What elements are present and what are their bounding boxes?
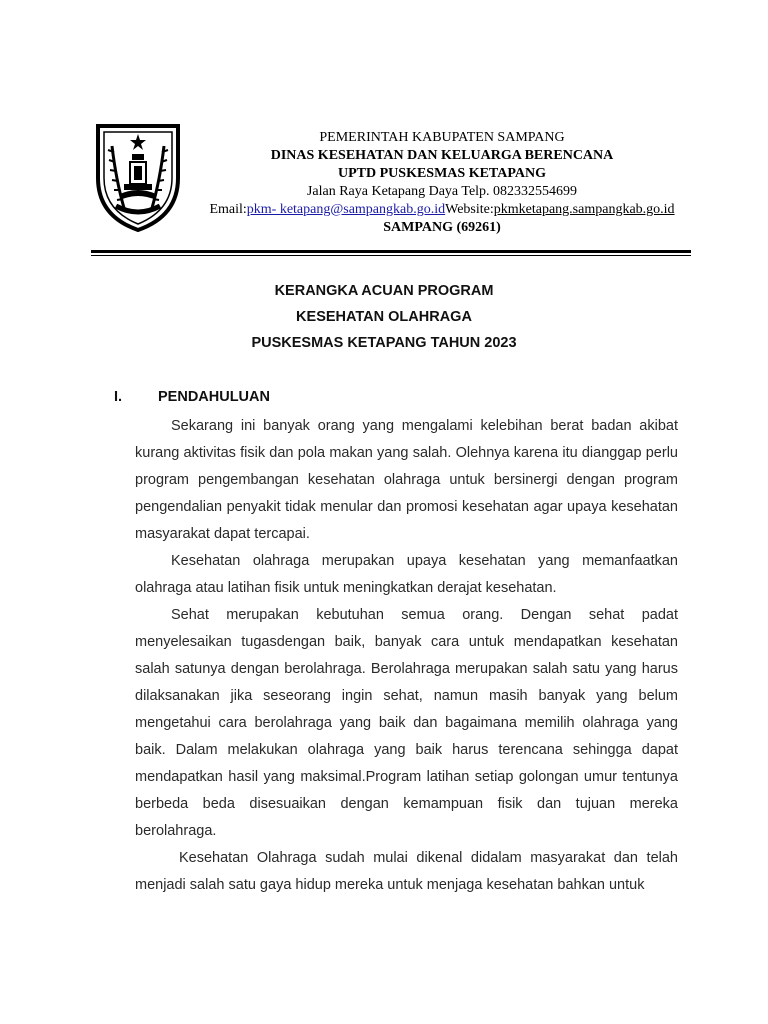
letterhead-divider-thin: [91, 255, 691, 256]
letterhead: [182, 129, 702, 237]
paragraph: Kesehatan Olahraga sudah mulai dikenal didalam masyarakat dan telah menjadi salah satu gaya hidup mereka untuk menjaga kesehatan bahkan untuk: [135, 850, 678, 893]
address-line: Jalan Raya Ketapang Daya Telp. 082332554699: [306, 184, 578, 199]
document-title-line-2: KESEHATAN OLAHRAGA: [296, 309, 472, 325]
government-name: PEMERINTAH KABUPATEN SAMPANG: [319, 130, 565, 145]
section-number: I.: [114, 389, 123, 405]
paragraph: Kesehatan olahraga merupakan upaya kesehatan yang memanfaatkan olahraga atau latihan fisik untuk meningkatkan derajat kesehatan.: [135, 553, 678, 596]
section-body: [135, 413, 678, 899]
website-label: Website:: [445, 202, 494, 217]
letterhead-divider-thick: [91, 250, 691, 253]
email-label: Email:: [209, 202, 247, 217]
section-heading: PENDAHULUAN: [158, 389, 270, 405]
sampang-regency-emblem: [94, 120, 182, 232]
paragraph: Sehat merupakan kebutuhan semua orang. Dengan sehat padat menyelesaikan tugasdengan baik, banyak cara untuk mendapatkan kesehatan salah satunya dengan berolahraga. Berolahraga merupakan salah satu yang harus dilaksanakan jika seseorang ingin sehat, namun masih banyak yang belum mengetahui cara berolahraga yang baik dan bagaimana memilih olahraga yang baik. Dalam melakukan olahraga yang baik harus terencana sehingga dapat mendapatkan hasil yang maksimal.Program latihan setiap golongan umur tentunya berbeda beda disesuaikan dengan kemampuan fisik dan tujuan mereka berolahraga.: [135, 607, 678, 839]
agency-name: DINAS KESEHATAN DAN KELUARGA BERENCANA: [270, 148, 614, 163]
city-postal: SAMPANG (69261): [383, 220, 501, 235]
website-text: pkmketapang.sampangkab.go.id: [493, 202, 675, 217]
paragraph: Sekarang ini banyak orang yang mengalami kelebihan berat badan akibat kurang aktivitas fisik dan pola makan yang salah. Olehnya karena itu dianggap perlu program pengembangan kesehatan olahraga untuk bersinergi dengan program pengendalian penyakit tidak menular dan promosi kesehatan agar upaya kesehatan masyarakat dapat tercapai.: [135, 418, 678, 542]
email-link[interactable]: pkm- ketapang@sampangkab.go.id: [246, 202, 446, 217]
document-title-line-3: PUSKESMAS KETAPANG TAHUN 2023: [251, 335, 517, 351]
contact-line: [182, 201, 702, 219]
unit-name: UPTD PUSKESMAS KETAPANG: [338, 166, 546, 181]
document-title-line-1: KERANGKA ACUAN PROGRAM: [274, 283, 494, 299]
